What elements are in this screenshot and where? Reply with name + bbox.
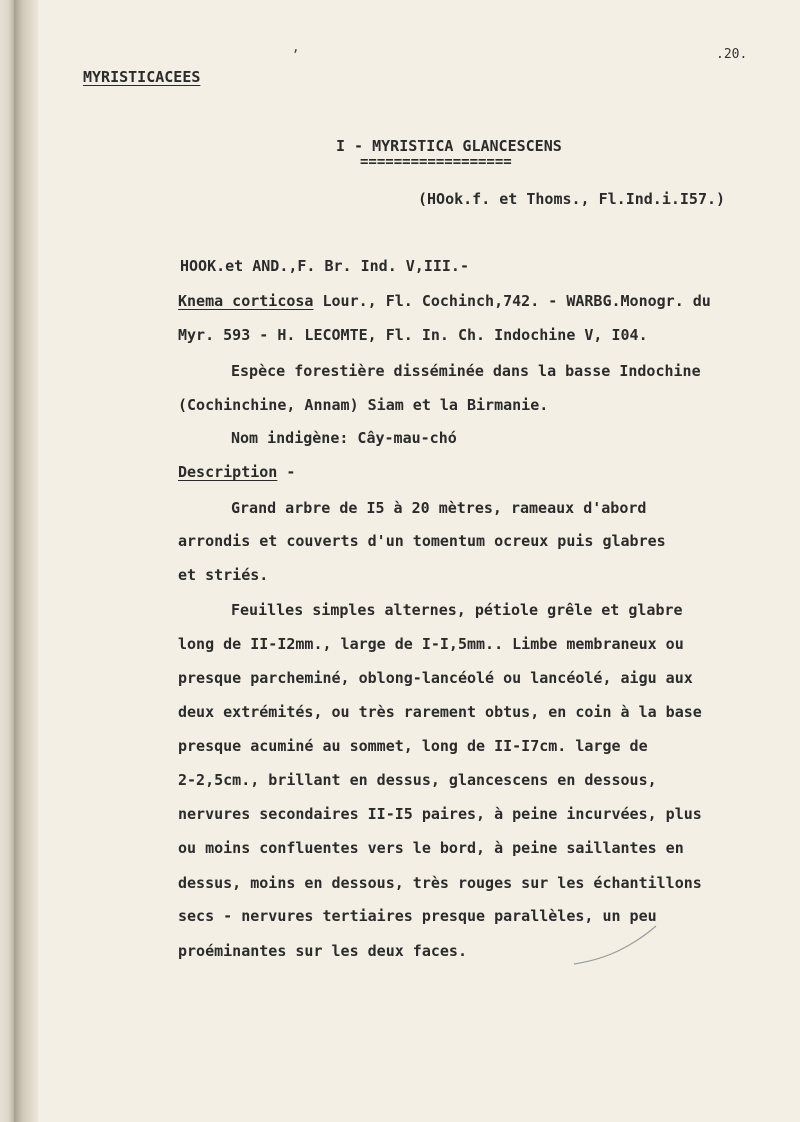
title-double-underline: ================== — [360, 154, 512, 170]
description-line: nervures secondaires II-I5 paires, à peine incurvées, plus — [178, 805, 702, 823]
description-line: proéminantes sur les deux faces. — [178, 942, 467, 960]
description-line: presque parcheminé, oblong-lancéolé ou lancéolé, aigu aux — [178, 669, 693, 687]
pen-stroke — [570, 920, 660, 970]
distribution-line-1: Espèce forestière disséminée dans la basse Indochine — [231, 362, 701, 380]
distribution-line-2: (Cochinchine, Annam) Siam et la Birmanie. — [178, 396, 549, 414]
description-line: long de II-I2mm., large de I-I,5mm.. Limbe membraneux ou — [178, 635, 684, 653]
description-heading — [178, 465, 295, 480]
description-line: ou moins confluentes vers le bord, à peine saillantes en — [178, 839, 684, 857]
reference-line-2 — [178, 294, 711, 309]
page-number: .20. — [716, 47, 748, 62]
description-line: secs - nervures tertiaires presque parallèles, un peu — [178, 907, 657, 925]
description-label: Description — [178, 463, 278, 481]
reference-line-1: HOOK.et AND.,F. Br. Ind. V,III.- — [180, 257, 469, 275]
vernacular-name: Nom indigène: Cây-mau-chó — [231, 429, 457, 447]
description-line: et striés. — [178, 566, 269, 584]
pen-mark: ʼ — [293, 46, 299, 65]
description-dash: - — [277, 463, 296, 481]
description-line: arrondis et couverts d'un tomentum ocreux puis glabres — [178, 532, 666, 550]
synonym-reference: Lour., Fl. Cochinch,742. - WARBG.Monogr. du — [313, 292, 711, 310]
reference-line-3: Myr. 593 - H. LECOMTE, Fl. In. Ch. Indochine V, I04. — [178, 326, 648, 344]
species-title: I - MYRISTICA GLANCESCENS — [336, 137, 562, 155]
description-line: deux extrémités, ou très rarement obtus, en coin à la base — [178, 703, 702, 721]
species-authority: (HOok.f. et Thoms., Fl.Ind.i.I57.) — [418, 190, 726, 208]
binding-shadow — [14, 0, 38, 1122]
synonym-name: Knema corticosa — [178, 292, 314, 310]
description-line: presque acuminé au sommet, long de II-I7cm. large de — [178, 737, 648, 755]
description-line: 2-2,5cm., brillant en dessus, glancescens en dessous, — [178, 771, 657, 789]
description-line: Feuilles simples alternes, pétiole grêle et glabre — [231, 601, 683, 619]
previous-page-edge — [0, 0, 14, 1122]
family-heading: MYRISTICACEES — [83, 68, 201, 86]
description-line: dessus, moins en dessous, très rouges sur les échantillons — [178, 874, 702, 892]
description-line: Grand arbre de I5 à 20 mètres, rameaux d'abord — [231, 499, 647, 517]
